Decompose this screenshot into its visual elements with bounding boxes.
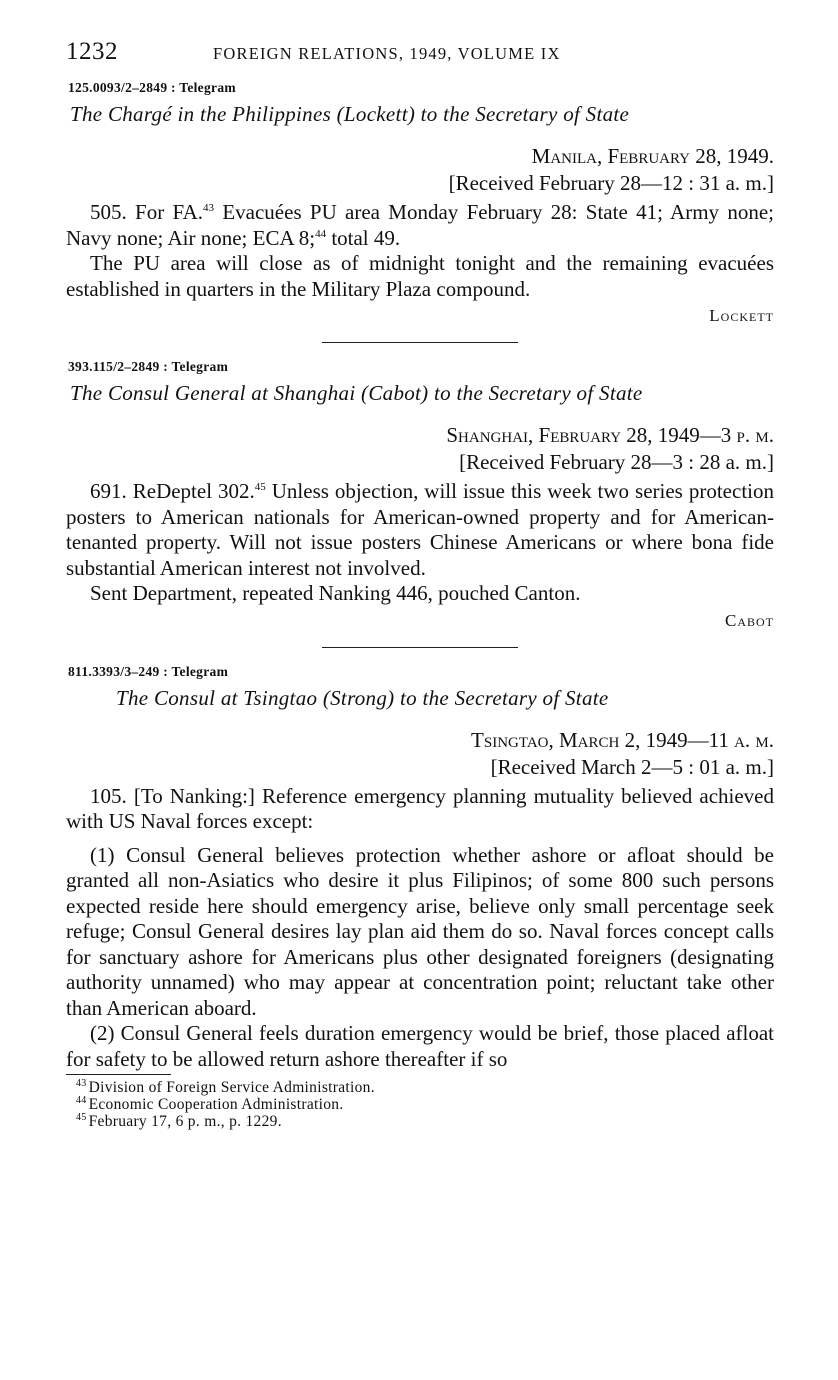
document-title: The Consul General at Shanghai (Cabot) to the Secretary of State: [70, 381, 643, 405]
file-reference: 811.3393/3–249 : Telegram: [68, 663, 229, 679]
paragraph: 105. [To Nanking:] Reference emergency planning mutuality believed achieved with US Naval forces except:: [66, 783, 774, 833]
dateline: Manila, February 28, 1949.: [531, 144, 774, 168]
footnote-mark: 43: [76, 1077, 87, 1089]
footnote: [66, 1096, 774, 1113]
footnote-ref[interactable]: 44: [315, 227, 327, 240]
text: total 49.: [326, 225, 401, 250]
paragraph: The PU area will close as of midnight tonight and the remaining evacuées established in quarters in the Military Plaza compound.: [66, 251, 774, 301]
section-divider: [322, 647, 518, 648]
text: 505. For FA.: [90, 200, 204, 224]
footnote-mark: 45: [76, 1111, 87, 1123]
signature: Cabot: [724, 610, 774, 630]
document-cabot: [66, 359, 774, 631]
document-strong: [66, 664, 774, 1073]
text: Unless objection, will issue this week two series protection posters to American nationals for American-owned property and for American-tenanted property. Will not issue posters Chinese Americans or where bona fide substantial American interest not involved.: [66, 479, 774, 580]
paragraph: [66, 200, 774, 251]
dateline: Shanghai, February 28, 1949—3 p. m.: [446, 423, 774, 447]
running-head-title: FOREIGN RELATIONS, 1949, VOLUME IX: [213, 44, 561, 63]
text: Evacuées PU area Monday February 28: State 41; Army none; Navy none; Air none; ECA 8;: [66, 200, 774, 250]
document-title: The Chargé in the Philippines (Lockett) to the Secretary of State: [70, 102, 630, 126]
document-lockett: [66, 80, 774, 326]
file-reference: 125.0093/2–2849 : Telegram: [68, 80, 236, 95]
footnote-ref[interactable]: 45: [254, 481, 266, 493]
footnotes: [66, 1079, 774, 1130]
paragraph: [66, 479, 774, 581]
footnote-text: Economic Cooperation Administration.: [88, 1096, 344, 1113]
dateline: Tsingtao, March 2, 1949—11 a. m.: [471, 727, 774, 752]
footnote: [66, 1113, 774, 1130]
paragraph: Sent Department, repeated Nanking 446, pouched Canton.: [90, 581, 581, 605]
paragraph: (2) Consul General feels duration emergency would be brief, those placed afloat for safety to be allowed return ashore thereafter if so: [66, 1021, 774, 1071]
page: [66, 38, 774, 1130]
signature: Lockett: [709, 306, 774, 325]
footnote-divider: [66, 1074, 171, 1075]
footnote-text: Division of Foreign Service Administration.: [88, 1079, 375, 1096]
section-divider: [322, 342, 518, 343]
page-number: 1232: [66, 38, 118, 65]
file-reference: 393.115/2–2849 : Telegram: [68, 359, 229, 374]
received-line: [Received February 28—3 : 28 a. m.]: [459, 450, 774, 474]
text: 691. ReDeptel 302.: [90, 479, 255, 503]
running-header: [66, 38, 774, 66]
footnote: [66, 1079, 774, 1096]
received-line: [Received February 28—12 : 31 a. m.]: [448, 171, 774, 195]
received-line: [Received March 2—5 : 01 a. m.]: [490, 754, 774, 779]
footnote-mark: 44: [76, 1094, 87, 1106]
footnote-ref[interactable]: 43: [203, 202, 215, 214]
document-title: The Consul at Tsingtao (Strong) to the Secretary of State: [116, 685, 609, 710]
paragraph: (1) Consul General believes protection whether ashore or afloat should be granted all non-Asiatics who desire it plus Filipinos; of some 800 such persons expected reside here should emergency arise, believe only small percentage seek refuge; Consul General desires lay plan aid them do so. Naval forces concept calls for sanctuary ashore for Americans plus other designated foreigners (designating authority unnamed) who may appear at concentration point; reluctant take other than American aboard.: [66, 842, 774, 1020]
footnote-text: February 17, 6 p. m., p. 1229.: [88, 1113, 282, 1130]
